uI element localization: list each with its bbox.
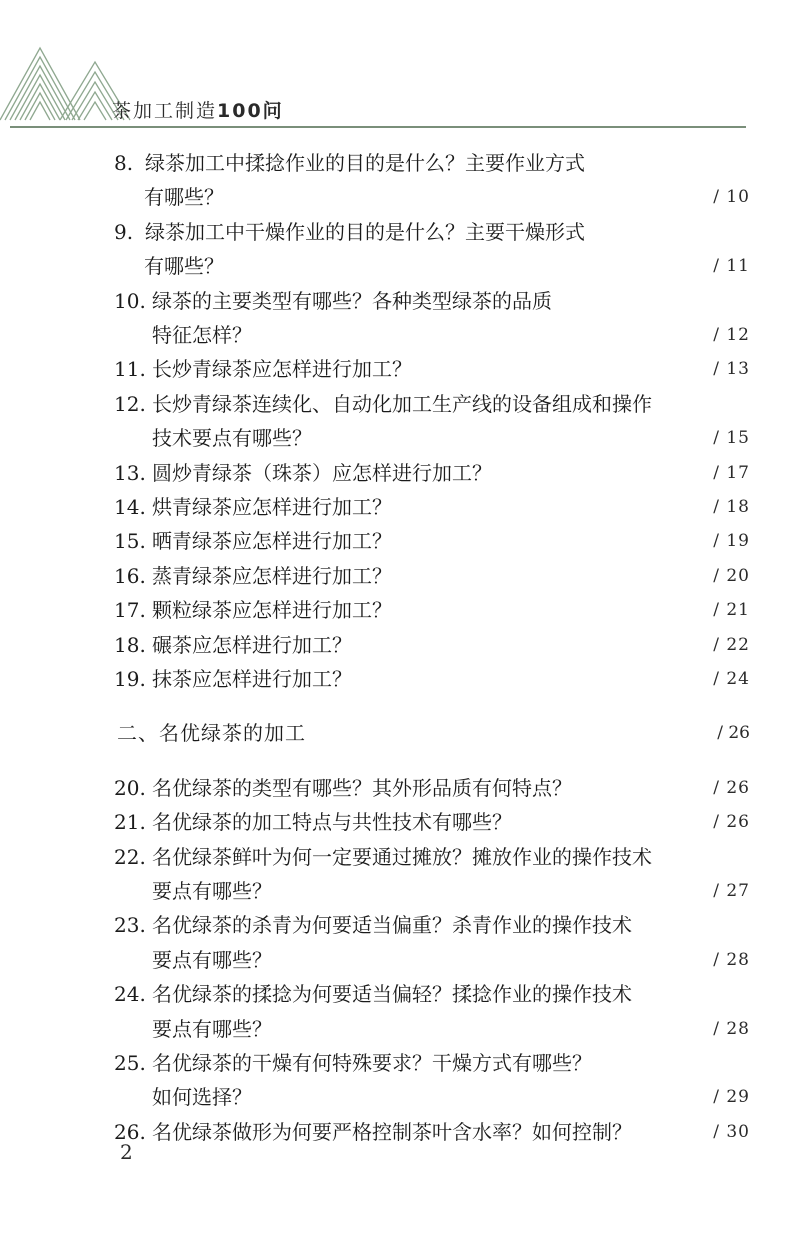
toc-entry-title: 名优绿茶的干燥有何特殊要求？干燥方式有哪些？ xyxy=(152,1051,592,1075)
toc-entry-title: 蒸青绿茶应怎样进行加工？ xyxy=(152,563,392,588)
toc-entry-title: 技术要点有哪些？ xyxy=(152,426,312,451)
toc-entry-page: / 15 xyxy=(713,428,750,449)
toc-entry-line[interactable] xyxy=(0,593,804,627)
toc-entry-line[interactable] xyxy=(0,524,804,558)
toc-entry-title: 要点有哪些？ xyxy=(152,879,272,903)
toc-entry-page: / 26 xyxy=(713,777,750,798)
toc-entry-line[interactable] xyxy=(0,490,804,524)
toc-entry-number: 25. xyxy=(114,1051,146,1075)
toc-entry-page: / 11 xyxy=(713,256,750,277)
running-head xyxy=(112,96,284,123)
toc-entry-title: 圆炒青绿茶（珠茶）应怎样进行加工？ xyxy=(152,460,492,485)
toc-entry-number: 20. xyxy=(114,775,146,800)
toc-entry-number: 11. xyxy=(114,357,146,382)
toc-entry-number: 15. xyxy=(114,529,146,554)
toc-entry-title: 名优绿茶鲜叶为何一定要通过摊放？摊放作业的操作技术 xyxy=(152,844,652,869)
toc-entry-number: 19. xyxy=(114,667,146,691)
toc-entry-number: 18. xyxy=(114,632,146,657)
toc-entry-line[interactable] xyxy=(0,1012,804,1046)
toc-entry-title: 抹茶应怎样进行加工？ xyxy=(152,667,352,691)
toc-entry-line[interactable] xyxy=(0,559,804,593)
toc-entry-line[interactable] xyxy=(0,805,804,839)
toc-entry-title: 晒青绿茶应怎样进行加工？ xyxy=(152,529,392,554)
toc-entry-page: / 28 xyxy=(713,949,750,970)
toc-entry-title: 要点有哪些？ xyxy=(152,947,272,972)
toc-entry-line[interactable] xyxy=(0,352,804,386)
toc-entry-number: 12. xyxy=(114,391,146,416)
toc-entry-line[interactable] xyxy=(0,874,804,908)
toc-entry-title: 名优绿茶的类型有哪些？其外形品质有何特点？ xyxy=(152,775,572,800)
toc-entry-number: 8. xyxy=(114,151,134,175)
toc-entry-page: / 29 xyxy=(713,1087,750,1108)
toc-entry-title: 颗粒绿茶应怎样进行加工？ xyxy=(152,598,392,623)
toc-entry-number: 14. xyxy=(114,495,146,519)
toc-entry-page: / 30 xyxy=(713,1121,750,1142)
toc-entry-title: 如何选择？ xyxy=(152,1085,252,1110)
running-head-text: 茶加工制造 xyxy=(112,100,218,122)
toc-entry-page: / 13 xyxy=(713,359,750,380)
toc-entry-line[interactable] xyxy=(0,284,804,318)
toc-entry-number: 26. xyxy=(114,1119,146,1144)
toc-entry-title: 烘青绿茶应怎样进行加工？ xyxy=(152,495,392,519)
toc-entry-title: 长炒青绿茶应怎样进行加工？ xyxy=(152,357,412,382)
toc-entry-line[interactable] xyxy=(0,1046,804,1080)
toc-entry-title: 有哪些？ xyxy=(144,185,224,210)
toc-entry-title: 绿茶加工中干燥作业的目的是什么？主要干燥形式 xyxy=(145,219,585,244)
toc-entry-page: / 20 xyxy=(713,565,750,586)
toc-entry-line[interactable] xyxy=(0,249,804,283)
toc-entry-page: / 28 xyxy=(713,1018,750,1039)
toc-entry-title: 长炒青绿茶连续化、自动化加工生产线的设备组成和操作 xyxy=(152,391,652,416)
toc-entry-line[interactable] xyxy=(0,943,804,977)
toc-entry-title: 绿茶的主要类型有哪些？各种类型绿茶的品质 xyxy=(152,288,552,313)
toc-entry-line[interactable] xyxy=(0,456,804,490)
toc-entry-number: 23. xyxy=(114,913,146,938)
section-heading[interactable] xyxy=(0,716,804,750)
toc-entry-title: 有哪些？ xyxy=(144,254,224,279)
toc-entry-number: 13. xyxy=(114,460,146,485)
section-title: 二、名优绿茶的加工 xyxy=(117,721,306,746)
toc-entry-title: 碾茶应怎样进行加工？ xyxy=(152,632,352,657)
toc-entry-line[interactable] xyxy=(0,908,804,942)
toc-entry-line[interactable] xyxy=(0,146,804,180)
toc-entry-line[interactable] xyxy=(0,421,804,455)
toc-entry-line[interactable] xyxy=(0,1080,804,1114)
toc-entry-page: / 24 xyxy=(713,669,750,689)
toc-entry-line[interactable] xyxy=(0,977,804,1011)
section-page: / 26 xyxy=(717,723,750,744)
toc-entry-page: / 27 xyxy=(713,881,750,901)
toc-entry-page: / 21 xyxy=(713,600,750,621)
toc-entry-title: 要点有哪些？ xyxy=(152,1016,272,1041)
header-rule xyxy=(10,126,746,128)
toc-entry-number: 22. xyxy=(114,844,146,869)
toc-entry-line[interactable] xyxy=(0,662,804,696)
toc-entry-page: / 19 xyxy=(713,531,750,552)
toc-entry-number: 9. xyxy=(114,219,134,244)
toc-entry-title: 特征怎样？ xyxy=(152,323,252,347)
toc-entry-number: 10. xyxy=(114,288,146,313)
toc-entry-title: 名优绿茶的杀青为何要适当偏重？杀青作业的操作技术 xyxy=(152,913,632,938)
page-number: 2 xyxy=(120,1140,133,1164)
toc-entry-page: / 17 xyxy=(713,462,750,483)
toc-entry-line[interactable] xyxy=(0,771,804,805)
toc-entry-line[interactable] xyxy=(0,840,804,874)
running-head-number: 100问 xyxy=(217,100,284,122)
toc-entry-line[interactable] xyxy=(0,180,804,214)
toc-entry-line[interactable] xyxy=(0,318,804,352)
toc-entry-number: 24. xyxy=(114,982,146,1007)
toc-entry-line[interactable] xyxy=(0,215,804,249)
toc-entry-number: 16. xyxy=(114,563,146,588)
toc-entry-number: 21. xyxy=(114,810,146,835)
toc-entry-title: 名优绿茶的揉捻为何要适当偏轻？揉捻作业的操作技术 xyxy=(152,982,632,1007)
toc-entry-number: 17. xyxy=(114,598,146,623)
toc-entry-page: / 10 xyxy=(713,187,750,208)
toc-entry-title: 名优绿茶做形为何要严格控制茶叶含水率？如何控制？ xyxy=(152,1119,632,1144)
toc-entry-line[interactable] xyxy=(0,387,804,421)
toc-entry-title: 名优绿茶的加工特点与共性技术有哪些？ xyxy=(152,810,512,835)
toc-entry-line[interactable] xyxy=(0,628,804,662)
toc-entry-page: / 26 xyxy=(713,812,750,833)
toc-entry-page: / 12 xyxy=(713,325,750,345)
toc-entry-page: / 22 xyxy=(713,634,750,655)
toc-entry-page: / 18 xyxy=(713,497,750,517)
toc-entry-title: 绿茶加工中揉捻作业的目的是什么？主要作业方式 xyxy=(145,151,585,175)
